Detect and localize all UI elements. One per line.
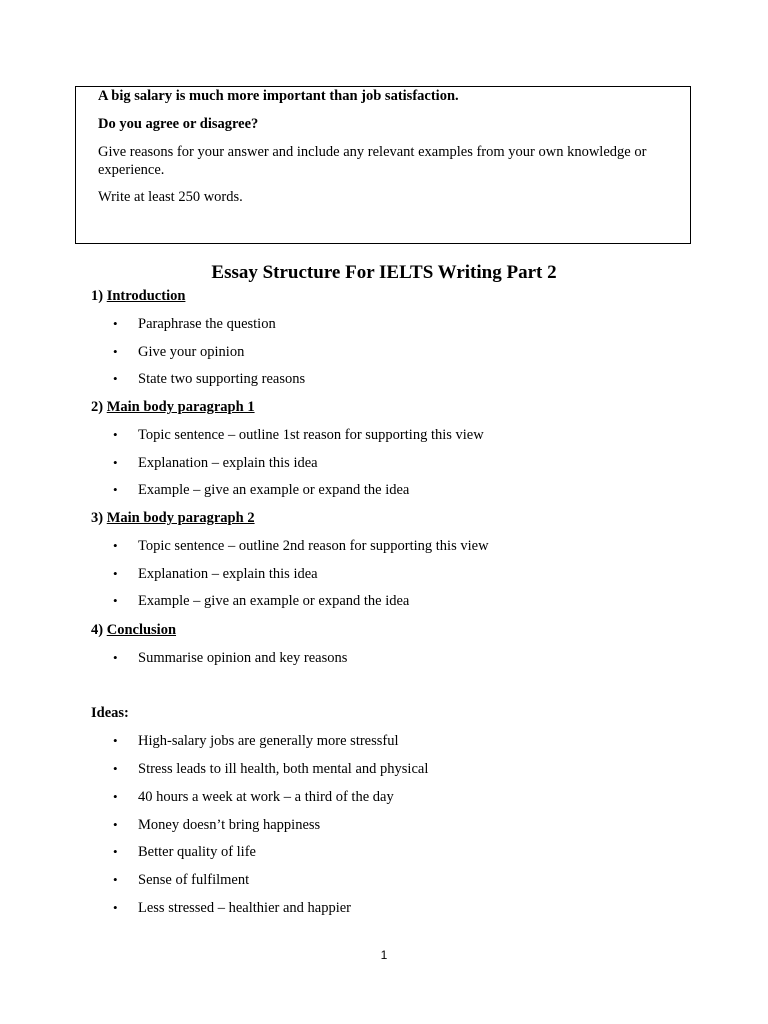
section-heading-main-body-2 — [91, 509, 255, 527]
list-item: • Less stressed – healthier and happier — [113, 900, 351, 916]
section-label: Main body paragraph 1 — [106, 399, 255, 415]
bullet-icon: • — [113, 789, 118, 804]
bullet-icon: • — [113, 900, 118, 915]
ideas-heading: Ideas: — [91, 705, 129, 721]
bullet-icon: • — [113, 872, 118, 887]
bullet-icon: • — [113, 650, 118, 665]
section-number: 4) — [91, 622, 104, 638]
bullet-icon: • — [113, 371, 118, 386]
bullet-icon: • — [113, 817, 118, 832]
bullet-icon: • — [113, 593, 118, 608]
bullet-icon: • — [113, 344, 118, 359]
section-label: Conclusion — [106, 622, 177, 638]
list-item: • Paraphrase the question — [113, 316, 276, 332]
task-prompt: A big salary is much more important than job satisfaction. — [98, 88, 459, 104]
list-item: • Give your opinion — [113, 344, 245, 360]
section-heading-main-body-1 — [91, 398, 255, 416]
list-item: • Summarise opinion and key reasons — [113, 650, 348, 666]
document-title: Essay Structure For IELTS Writing Part 2 — [211, 262, 557, 283]
list-item: • Explanation – explain this idea — [113, 566, 318, 582]
bullet-icon: • — [113, 761, 118, 776]
bullet-icon: • — [113, 566, 118, 581]
bullet-icon: • — [113, 427, 118, 442]
bullet-icon: • — [113, 316, 118, 331]
list-item: • State two supporting reasons — [113, 371, 306, 387]
list-item: • Example – give an example or expand the idea — [113, 593, 410, 609]
task-box — [75, 86, 691, 244]
bullet-icon: • — [113, 482, 118, 497]
list-item: • Topic sentence – outline 2nd reason for supporting this view — [113, 538, 489, 554]
list-item: • Better quality of life — [113, 844, 256, 860]
bullet-icon: • — [113, 455, 118, 470]
section-number: 1) — [91, 288, 104, 304]
list-item: • Example – give an example or expand the idea — [113, 482, 410, 498]
bullet-icon: • — [113, 538, 118, 553]
bullet-icon: • — [113, 733, 118, 748]
list-item: • Money doesn’t bring happiness — [113, 817, 321, 833]
section-number: 2) — [91, 399, 104, 415]
section-label: Main body paragraph 2 — [106, 510, 255, 526]
list-item: • Stress leads to ill health, both mental and physical — [113, 761, 429, 777]
section-label: Introduction — [106, 288, 186, 304]
section-heading-conclusion — [91, 621, 176, 639]
list-item: • High-salary jobs are generally more stressful — [113, 733, 399, 749]
task-word-count: Write at least 250 words. — [98, 189, 243, 205]
list-item: • Topic sentence – outline 1st reason for supporting this view — [113, 427, 484, 443]
task-instructions: Give reasons for your answer and include any relevant examples from your own knowledge or experience. — [98, 144, 647, 178]
page-number: 1 — [380, 948, 388, 962]
bullet-icon: • — [113, 844, 118, 859]
section-number: 3) — [91, 510, 104, 526]
list-item: • 40 hours a week at work – a third of the day — [113, 789, 394, 805]
task-question: Do you agree or disagree? — [98, 116, 259, 132]
section-heading-introduction — [91, 287, 185, 305]
list-item: • Sense of fulfilment — [113, 872, 250, 888]
list-item: • Explanation – explain this idea — [113, 455, 318, 471]
